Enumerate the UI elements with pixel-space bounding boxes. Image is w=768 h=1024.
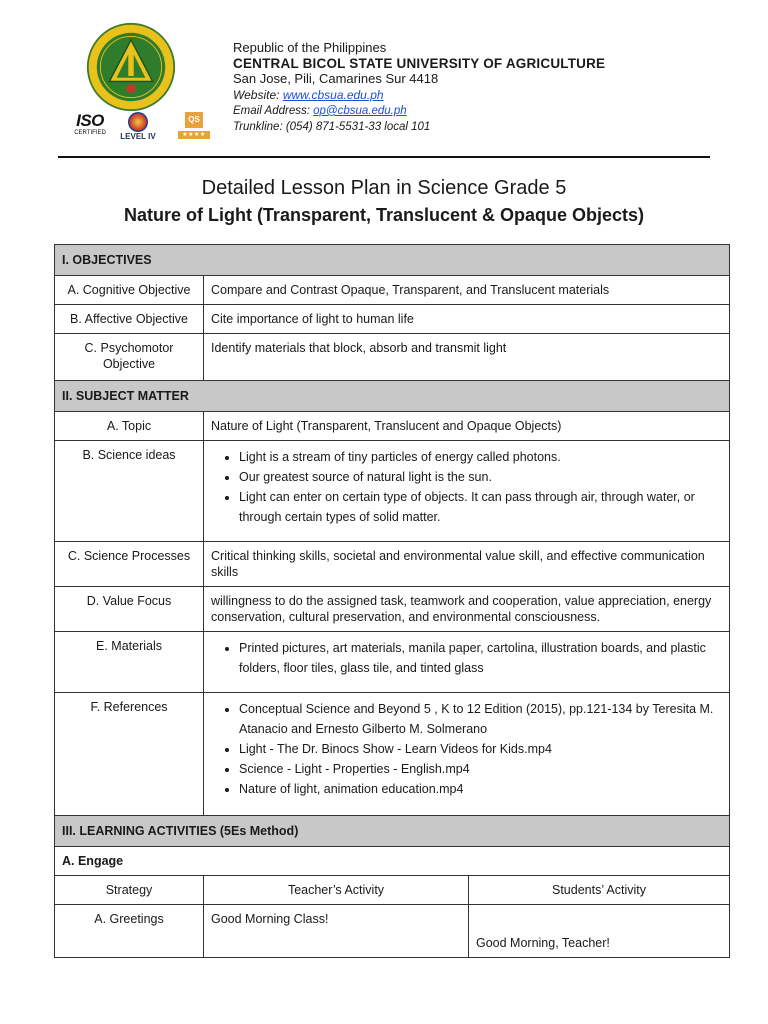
section-header-objectives: [55, 245, 730, 276]
section-header-learning: [55, 816, 730, 847]
strategy-cell: A. Greetings: [55, 905, 204, 958]
lesson-plan-table: [54, 244, 730, 958]
university-name: CENTRAL BICOL STATE UNIVERSITY OF AGRICULTURE: [233, 55, 606, 71]
learning-heading: III. LEARNING ACTIVITIES (5Es Method): [55, 816, 730, 847]
list-item: • Science - Light - Properties - English.mp4: [239, 759, 722, 779]
list-item: • Printed pictures, art materials, manila paper, cartolina, illustration boards, and plastic folders, floor tiles, glass tile, and tinted glass: [239, 638, 722, 678]
iso-mark: ISO: [76, 111, 104, 130]
table-row: [55, 632, 730, 693]
website-link[interactable]: www.cbsua.edu.ph: [282, 87, 384, 102]
row-label: A. Topic: [55, 412, 204, 441]
science-ideas-list: [211, 447, 722, 527]
references-list: [211, 699, 722, 799]
table-row: [55, 693, 730, 816]
row-label: C. Psychomotor Objective: [55, 334, 204, 381]
row-value: [204, 693, 730, 816]
column-header-teacher: Teacher’s Activity: [204, 876, 469, 905]
row-value: willingness to do the assigned task, teamwork and cooperation, value appreciation, energy conservation, cultural preservation, and environmental consciousness.: [204, 587, 730, 632]
iso-sub-label: CERTIFIED: [74, 130, 106, 136]
header-divider: [58, 156, 710, 158]
table-row: [55, 305, 730, 334]
trunkline: Trunkline: (054) 871-5531-33 local 101: [233, 120, 431, 133]
row-label: F. References: [55, 693, 204, 816]
subject-matter-heading: II. SUBJECT MATTER: [55, 381, 730, 412]
section-header-subject-matter: [55, 381, 730, 412]
university-seal-logo: [86, 22, 176, 112]
objectives-heading: I. OBJECTIVES: [55, 245, 730, 276]
column-header-students: Students’ Activity: [469, 876, 730, 905]
row-label: D. Value Focus: [55, 587, 204, 632]
column-header-strategy: Strategy: [55, 876, 204, 905]
iso-certified-badge: [70, 112, 110, 148]
document-subtitle: Nature of Light (Transparent, Translucent & Opaque Objects): [123, 205, 645, 225]
list-item: • Conceptual Science and Beyond 5 , K to 12 Edition (2015), pp.121-134 by Teresita M. Atanacio and Ernesto Gilberto M. Solmerano: [239, 699, 722, 739]
row-value: Identify materials that block, absorb and transmit light: [204, 334, 730, 381]
list-item: • Light can enter on certain type of objects. It can pass through air, through water, or through certain types of solid matter.: [239, 487, 722, 527]
email-link[interactable]: op@cbsua.edu.ph: [313, 104, 407, 117]
table-row: [55, 276, 730, 305]
accreditation-badges: [70, 112, 210, 148]
row-value: Nature of Light (Transparent, Translucent and Opaque Objects): [204, 412, 730, 441]
row-value: Critical thinking skills, societal and environmental value skill, and effective communication skills: [204, 542, 730, 587]
list-item: • Nature of light, animation education.mp4: [239, 779, 722, 799]
engage-subheading: A. Engage: [55, 847, 730, 876]
table-row: [55, 587, 730, 632]
table-row: [55, 412, 730, 441]
students-activity-cell: Good Morning, Teacher!: [469, 905, 730, 958]
list-item: • Our greatest source of natural light is the sun.: [239, 467, 722, 487]
row-value: [204, 441, 730, 542]
row-label: B. Science ideas: [55, 441, 204, 542]
table-row: [55, 905, 730, 958]
website-label: Website:: [233, 87, 280, 102]
website-line: [233, 87, 605, 103]
row-label: B. Affective Objective: [55, 305, 204, 334]
row-label: E. Materials: [55, 632, 204, 693]
email-line: [233, 103, 605, 119]
table-row: [55, 334, 730, 381]
teacher-activity-cell: Good Morning Class!: [204, 905, 469, 958]
university-info: [233, 40, 605, 135]
row-label: C. Science Processes: [55, 542, 204, 587]
republic-line: Republic of the Philippines: [233, 40, 387, 55]
email-label: Email Address:: [233, 104, 310, 117]
qs-mark: QS: [185, 112, 203, 128]
level-emblem-icon: [128, 112, 148, 132]
document-title: Detailed Lesson Plan in Science Grade 5: [201, 177, 567, 199]
row-value: Compare and Contrast Opaque, Transparent, and Translucent materials: [204, 276, 730, 305]
materials-list: [211, 638, 722, 678]
qs-stars-badge: [178, 112, 210, 148]
row-value: [204, 632, 730, 693]
level-label: LEVEL IV: [120, 132, 156, 141]
table-row: [55, 441, 730, 542]
level-iv-badge: [118, 112, 158, 148]
table-row: [55, 847, 730, 876]
table-row: [55, 542, 730, 587]
qs-star-rating: ★★★★: [178, 131, 210, 139]
list-item: • Light - The Dr. Binocs Show - Learn Videos for Kids.mp4: [239, 739, 722, 759]
list-item: • Light is a stream of tiny particles of energy called photons.: [239, 447, 722, 467]
table-row: [55, 876, 730, 905]
university-address: San Jose, Pili, Camarines Sur 4418: [233, 71, 439, 87]
row-label: A. Cognitive Objective: [55, 276, 204, 305]
row-value: Cite importance of light to human life: [204, 305, 730, 334]
